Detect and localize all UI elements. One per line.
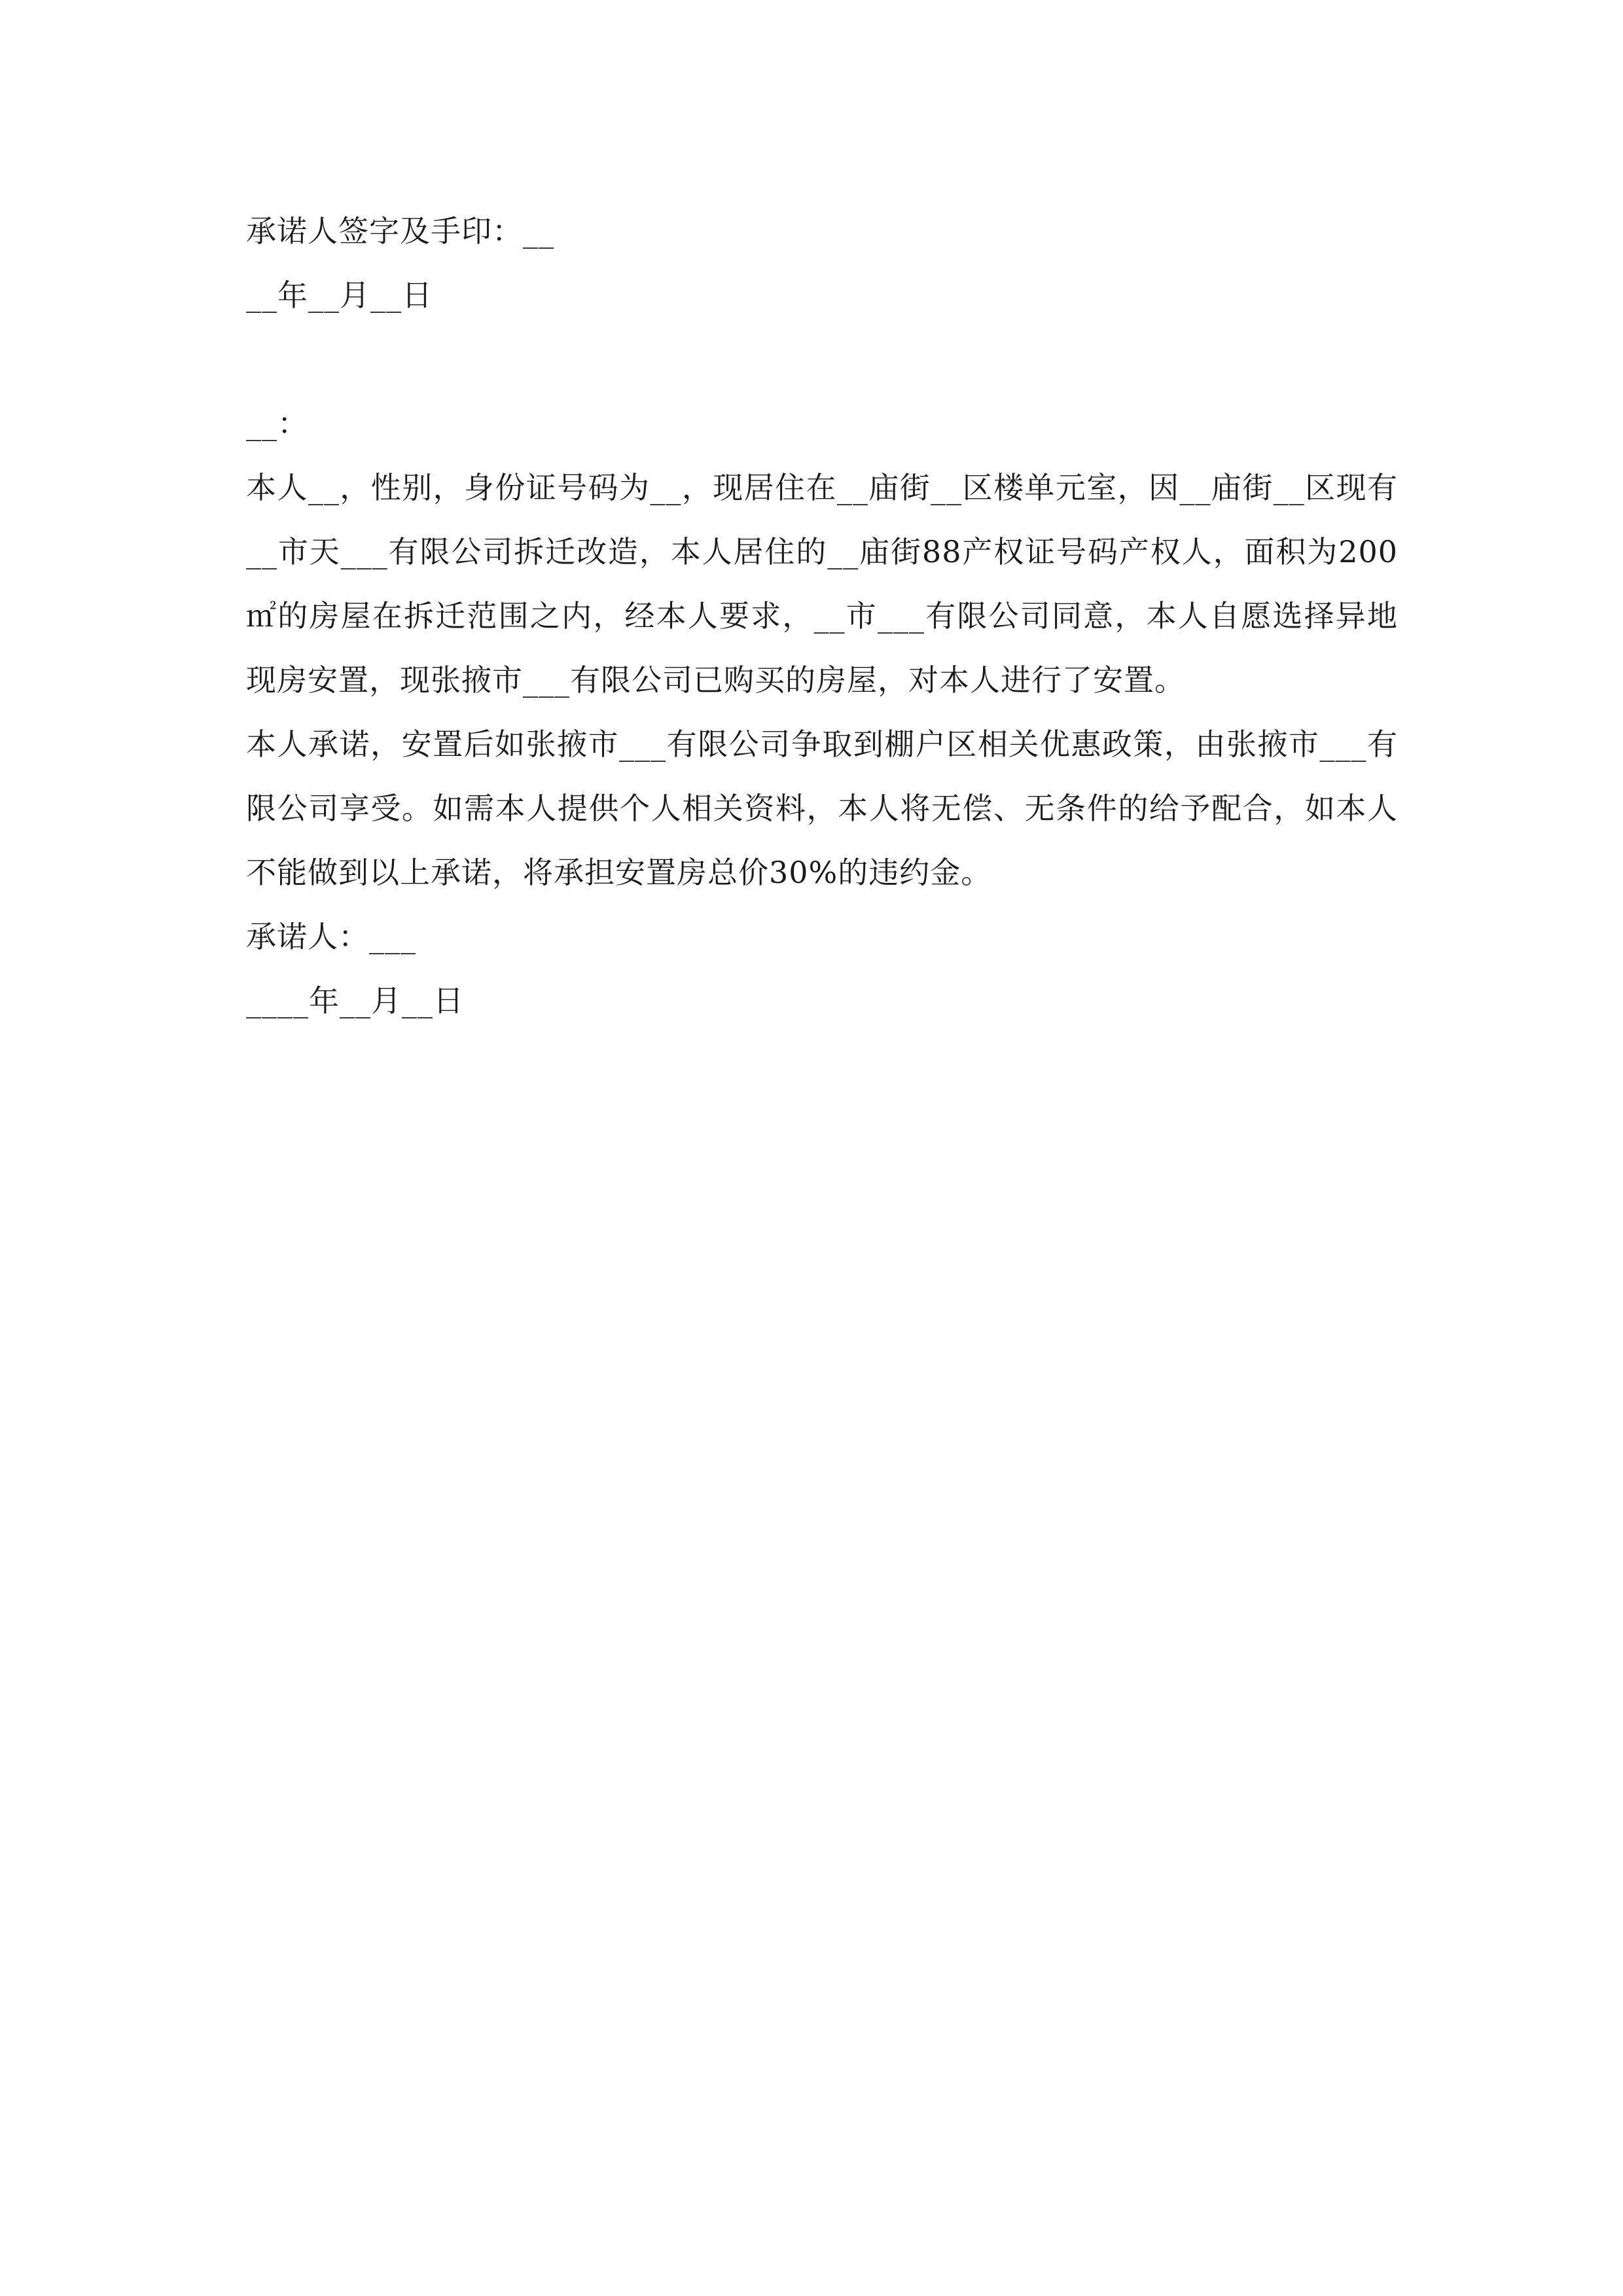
letter-date-line: ____年__月__日 xyxy=(246,983,464,1018)
top-signature-section xyxy=(246,199,1398,327)
salutation: __： xyxy=(246,406,308,441)
letter-body xyxy=(246,391,1398,1033)
promisor-line: 承诺人：___ xyxy=(246,919,416,954)
date-line: __年__月__日 xyxy=(246,278,433,313)
paragraph-2: 本人承诺，安置后如张掖市___有限公司争取到棚户区相关优惠政策，由张掖市___有限公司享受。如需本人提供个人相关资料，本人将无偿、无条件的给予配合，如本人不能做到以上承诺，将承担安置房总价30%的违约金。 xyxy=(246,726,1398,890)
paragraph-1: 本人__，性别，身份证号码为__，现居住在__庙街__区楼单元室，因__庙街__区现有__市天___有限公司拆迁改造，本人居住的__庙街88产权证号码产权人，面积为200㎡的房屋在拆迁范围之内，经本人要求，__市___有限公司同意，本人自愿选择异地现房安置，现张掖市___有限公司已购买的房屋，对本人进行了安置。 xyxy=(246,470,1398,698)
signature-line: 承诺人签字及手印：__ xyxy=(246,213,554,249)
